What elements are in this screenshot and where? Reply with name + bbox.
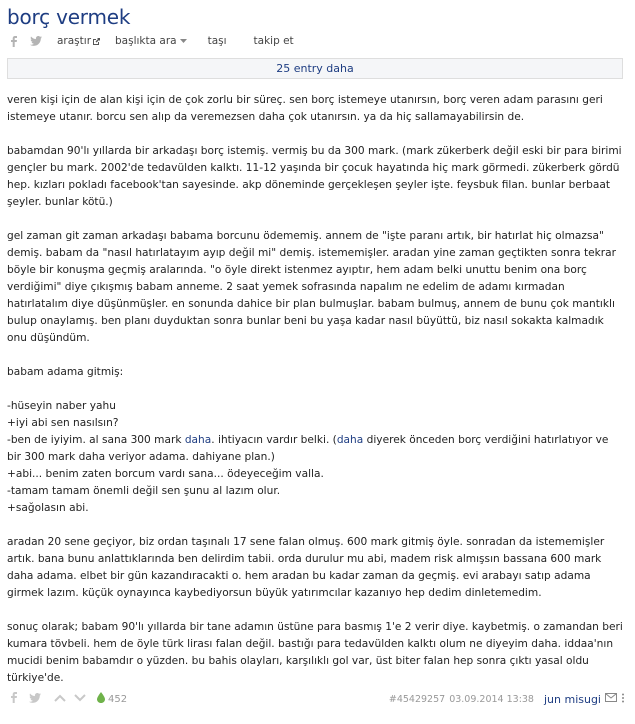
message-icon[interactable]	[605, 693, 617, 705]
topic-actions	[11, 34, 294, 48]
dialogue-line: +iyi abi sen nasılsın?	[7, 417, 119, 429]
upvote-chevron-icon[interactable]	[54, 694, 66, 705]
more-options-icon[interactable]	[621, 693, 629, 706]
entry-paragraph: babam adama gitmiş:	[7, 366, 124, 378]
external-link-icon	[92, 37, 101, 46]
facebook-icon[interactable]	[11, 36, 17, 47]
entry-date[interactable]: 03.09.2014 13:38	[449, 693, 534, 705]
dialogue-line	[7, 432, 625, 466]
search-label: araştır	[57, 35, 92, 47]
entry-paragraph: gel zaman git zaman arkadaşı babama borcunu ödememiş. annem de "işte paranı artık, bir hatırlat hiç olmazsa" demiş. babam da "nasıl hatırlatayım ayıp değil mi" demiş. istememişler. aradan yine zaman geçtikten sonra tekrar böyle bir konuşma geçmiş aralarında. "o öyle direkt istenmez ayıptır, hem adam belki unuttu benim ona borç verdiğimi" diye çıkışmış babam anneme. 2 saat yemek sofrasında napalım ne edelim de adamı kırmadan hatırlatalım diye düşünmüşler. en sonunda dahice bir plan bulmuşlar. babam bulmuş, annem de bunu çok mantıklı bulup onaylamış. ben planı duyduktan sonra bunlar beni bu yaşa kadar nasıl büyüttü, biz nasıl sokakta kalmadık onu düşündüm.	[7, 230, 616, 344]
entry-paragraph: veren kişi için de alan kişi için de çok zorlu bir süreç. sen borç istemeye utanırsın, borç veren adam parasını geri istemeye utanır. borcu sen alıp da veremezsen daha çok utanırsın. ya da hiç sallamayabilirsin de.	[7, 94, 603, 123]
twitter-icon[interactable]	[29, 693, 41, 706]
entry-content	[7, 92, 625, 704]
dialogue-line: -hüseyin naber yahu	[7, 400, 116, 412]
page-title[interactable]: borç vermek	[7, 5, 131, 29]
favorite-count[interactable]: 452	[108, 693, 128, 705]
follow-button[interactable]: takip et	[253, 35, 294, 47]
facebook-icon[interactable]	[11, 692, 17, 706]
search-in-title-dropdown[interactable]	[115, 35, 187, 47]
bkz-link-daha[interactable]: daha	[336, 434, 364, 446]
downvote-chevron-icon[interactable]	[74, 694, 86, 705]
entry-meta	[389, 690, 629, 708]
entry-footer	[0, 690, 635, 708]
entry-footer-actions	[11, 690, 127, 708]
caret-down-icon	[180, 39, 187, 43]
move-button[interactable]: taşı	[207, 35, 227, 47]
bkz-link-daha[interactable]: daha	[184, 434, 212, 446]
dialogue-text: -ben de iyiyim. al sana 300 mark	[7, 434, 185, 446]
entry-paragraph: babamdan 90'lı yıllarda bir arkadaşı borç istemiş. vermiş bu da 300 mark. (mark zükerberk değil eski bir para birimi gençler bu mark. 2002'de tedavülden kalktı. 11-12 yaşında bir çocuk hayatında hiç mark görmedi. zükerberk gördü hep. kızları pokladı facebook'tan sayesinde. akp döneminde gerçekleşen şeyler işte. feysbuk filan. bunlar berbaat şeyler. bunlar kötü.)	[7, 145, 622, 208]
dialogue-line: -tamam tamam önemli değil sen şunu al lazım olur.	[7, 485, 281, 497]
twitter-icon[interactable]	[30, 36, 42, 46]
dialogue-text: . ihtiyacın vardır belki. (	[211, 434, 337, 446]
search-link[interactable]	[57, 35, 101, 47]
entry-paragraph: sonuç olarak; babam 90'lı yıllarda bir tane adamın üstüne para basmış 1'e 2 verir diye. kaybetmiş. o zamandan beri kumara tövbeli. hem de öyle türk lirası falan değil. bastığı para tedavülden kalktı olum ne diyeyim daha. iddaa'nın mucidi benim babamdır o yüzden. bu bahis olayları, karşılıklı gol var, üst biter falan hep sonra çıktı yasal oldu türkiye'de.	[7, 621, 623, 684]
search-in-title-label: başlıkta ara	[115, 35, 177, 47]
dialogue-text: diyerek önceden borç verdiğini hatırlatıyor ve bir 300 mark daha veriyor adama. dahiyane plan.)	[7, 434, 609, 463]
more-entries-button[interactable]: 25 entry daha	[7, 58, 623, 79]
dialogue-line: +abi... benim zaten borcum vardı sana... ödeyeceğim valla.	[7, 468, 324, 480]
entry-author[interactable]: jun misugi	[543, 692, 601, 706]
dialogue-line: +sağolasın abi.	[7, 502, 89, 514]
favorite-drop-icon[interactable]	[97, 692, 105, 706]
dialogue-block	[7, 398, 625, 517]
entry-paragraph: aradan 20 sene geçiyor, biz ordan taşınalı 17 sene falan olmuş. 600 mark gitmiş öyle. sonradan da istememişler artık. bana bunu anlattıklarında ben delirdim tabii. orda durulur mu abi, madem risk almışsın bassana 600 mark daha adama. elbet bir gün kazandıracakti o. hem aradan bu kadar zaman da geçmiş. evi arabayı satıp adama girmek lazım. küçük oynayınca kaybediyorsun büyük yatırımcılar kazanıyo hep dedim dinletemedim.	[7, 536, 605, 599]
entry-id[interactable]: #45429257	[388, 693, 446, 705]
